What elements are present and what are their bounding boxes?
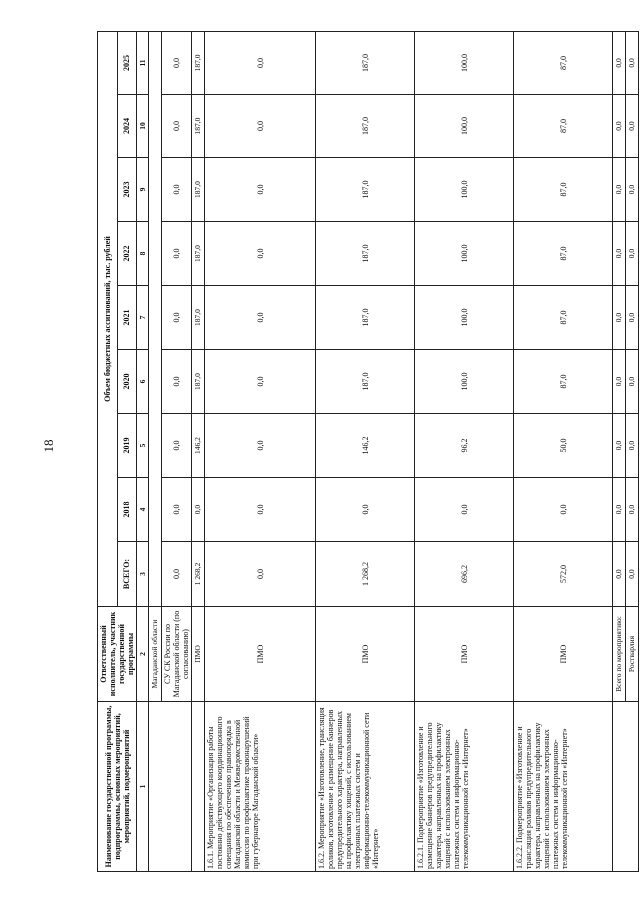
value-cell: 0,0 xyxy=(162,478,192,542)
value-cell: 100,0 xyxy=(415,158,514,222)
value-cell: 0,0 xyxy=(626,478,639,542)
row-exec: ПМО xyxy=(192,607,205,702)
value-cell: 187,0 xyxy=(192,350,205,414)
row-name-empty xyxy=(149,702,192,872)
value-cell: 0,0 xyxy=(205,542,316,607)
value-cell: 100,0 xyxy=(415,286,514,350)
header-year: 2023 xyxy=(117,158,137,222)
row-exec: ПМО xyxy=(316,607,415,702)
value-cell: 0,0 xyxy=(162,222,192,286)
header-year: 2024 xyxy=(117,95,137,158)
value-cell: 0,0 xyxy=(205,158,316,222)
value-cell: 0,0 xyxy=(613,31,626,94)
value-cell: 0,0 xyxy=(162,350,192,414)
index-cell: 6 xyxy=(137,350,149,414)
value-cell: 187,0 xyxy=(316,95,415,158)
value-cell: 0,0 xyxy=(626,222,639,286)
value-cell: 0,0 xyxy=(162,414,192,478)
value-cell: 0,0 xyxy=(626,95,639,158)
value-cell: 100,0 xyxy=(415,350,514,414)
value-cell: 187,0 xyxy=(316,222,415,286)
value-cell: 0,0 xyxy=(316,478,415,542)
value-cell: 0,0 xyxy=(613,350,626,414)
value-cell: 87,0 xyxy=(514,158,613,222)
value-cell: 0,0 xyxy=(613,286,626,350)
value-cell: 100,0 xyxy=(415,95,514,158)
value-cell: 0,0 xyxy=(205,478,316,542)
value-cell: 100,0 xyxy=(415,222,514,286)
value-cell: 0,0 xyxy=(613,478,626,542)
row-exec: Магаданской области xyxy=(149,607,162,702)
value-cell: 87,0 xyxy=(514,286,613,350)
table-row xyxy=(205,31,316,871)
value-cell: 146,2 xyxy=(192,414,205,478)
value-cell: 0,0 xyxy=(626,286,639,350)
value-cell: 0,0 xyxy=(205,350,316,414)
value-cell: 0,0 xyxy=(162,31,192,94)
row-name: 1.6.2.2. Подмероприятие «Изготовление и трансляция роликов предупредительного характера, направленных на профилактику хищений с использованием электронных платежных систем и информационно-телекоммуникационной сети «Интернет» xyxy=(514,702,613,872)
row-exec: СУ СК России по Магаданской области (по согласованию) xyxy=(162,607,192,702)
row-values-empty xyxy=(149,31,162,606)
value-cell: 0,0 xyxy=(205,95,316,158)
value-cell: 0,0 xyxy=(192,478,205,542)
value-cell: 572,0 xyxy=(514,542,613,607)
header-total: ВСЕГО: xyxy=(117,542,137,607)
table-row xyxy=(192,31,205,871)
table-row xyxy=(613,31,626,871)
index-cell: 7 xyxy=(137,286,149,350)
row-exec: ПМО xyxy=(205,607,316,702)
value-cell: 146,2 xyxy=(316,414,415,478)
index-cell: 3 xyxy=(137,542,149,607)
row-exec: Ростварлия xyxy=(626,607,639,702)
value-cell: 1 268,2 xyxy=(316,542,415,607)
index-cell: 10 xyxy=(137,95,149,158)
value-cell: 0,0 xyxy=(613,158,626,222)
value-cell: 0,0 xyxy=(613,95,626,158)
header-year: 2022 xyxy=(117,222,137,286)
index-cell: 1 xyxy=(137,702,149,872)
header-budget: Объем бюджетных ассигнований, тыс. рублей xyxy=(98,31,118,606)
value-cell: 0,0 xyxy=(415,478,514,542)
value-cell: 0,0 xyxy=(162,542,192,607)
value-cell: 0,0 xyxy=(205,31,316,94)
value-cell: 187,0 xyxy=(316,158,415,222)
index-cell: 8 xyxy=(137,222,149,286)
value-cell: 187,0 xyxy=(316,286,415,350)
index-row xyxy=(137,31,149,871)
row-name: 1.6.2. Мероприятие «Изготовление, трансляция роликов, изготовление и размещение баннеров предупредительного характера, направленных на профилактику хищений, с использованием электронных платежных систем и информационно-телекоммуникационной сети «Интернет» xyxy=(316,702,415,872)
value-cell: 187,0 xyxy=(316,31,415,94)
row-name: 1.6.2.1. Подмероприятие «Изготовление и размещение баннеров предупредительного характера, направленных на профилактику хищений с использованием электронных платежных систем и информационно-телекоммуникационной сети «Интернет» xyxy=(415,702,514,872)
value-cell: 87,0 xyxy=(514,222,613,286)
header-year: 2021 xyxy=(117,286,137,350)
value-cell: 50,0 xyxy=(514,414,613,478)
header-name: Наименование государственной программы, подпрограммы, основных мероприятий, мероприятий, подмероприятий xyxy=(98,702,137,872)
value-cell: 1 268,2 xyxy=(192,542,205,607)
value-cell: 87,0 xyxy=(514,350,613,414)
table-row xyxy=(149,31,162,871)
value-cell: 0,0 xyxy=(626,31,639,94)
row-exec: Всего по мероприятию: xyxy=(613,607,626,702)
index-cell: 9 xyxy=(137,158,149,222)
row-name-empty xyxy=(613,702,639,872)
table-row xyxy=(316,31,415,871)
rotated-table-area xyxy=(97,32,636,872)
table-row xyxy=(514,31,613,871)
value-cell: 0,0 xyxy=(613,542,626,607)
value-cell: 0,0 xyxy=(626,350,639,414)
value-cell: 187,0 xyxy=(192,158,205,222)
value-cell: 0,0 xyxy=(162,95,192,158)
header-year: 2018 xyxy=(117,478,137,542)
value-cell: 187,0 xyxy=(192,31,205,94)
header-year: 2020 xyxy=(117,350,137,414)
value-cell: 0,0 xyxy=(514,478,613,542)
value-cell: 0,0 xyxy=(626,542,639,607)
row-name: 1.6.1. Мероприятие «Организация работы постоянно действующего координационного совещания по обеспечению правопорядка в Магаданской области и Межведомственной комиссии по профилактике правонарушений при губернаторе Магаданской области» xyxy=(205,702,316,872)
value-cell: 87,0 xyxy=(514,95,613,158)
value-cell: 0,0 xyxy=(205,222,316,286)
row-exec: ПМО xyxy=(514,607,613,702)
value-cell: 187,0 xyxy=(192,286,205,350)
value-cell: 187,0 xyxy=(192,95,205,158)
index-cell: 2 xyxy=(137,607,149,702)
header-year: 2019 xyxy=(117,414,137,478)
value-cell: 0,0 xyxy=(162,158,192,222)
value-cell: 87,0 xyxy=(514,31,613,94)
budget-table xyxy=(97,31,639,872)
header-exec: Ответственный исполнитель, участник государственной программы xyxy=(98,607,137,702)
index-cell: 11 xyxy=(137,31,149,94)
index-cell: 5 xyxy=(137,414,149,478)
value-cell: 0,0 xyxy=(613,414,626,478)
value-cell: 0,0 xyxy=(205,286,316,350)
row-exec: ПМО xyxy=(415,607,514,702)
row-name-empty xyxy=(192,702,205,872)
value-cell: 0,0 xyxy=(626,158,639,222)
value-cell: 0,0 xyxy=(613,222,626,286)
value-cell: 696,2 xyxy=(415,542,514,607)
index-cell: 4 xyxy=(137,478,149,542)
value-cell: 96,2 xyxy=(415,414,514,478)
value-cell: 100,0 xyxy=(415,31,514,94)
page-number: 18 xyxy=(41,439,56,453)
value-cell: 187,0 xyxy=(192,222,205,286)
table-row xyxy=(415,31,514,871)
value-cell: 0,0 xyxy=(205,414,316,478)
value-cell: 0,0 xyxy=(162,286,192,350)
header-year: 2025 xyxy=(117,31,137,94)
value-cell: 187,0 xyxy=(316,350,415,414)
value-cell: 0,0 xyxy=(626,414,639,478)
